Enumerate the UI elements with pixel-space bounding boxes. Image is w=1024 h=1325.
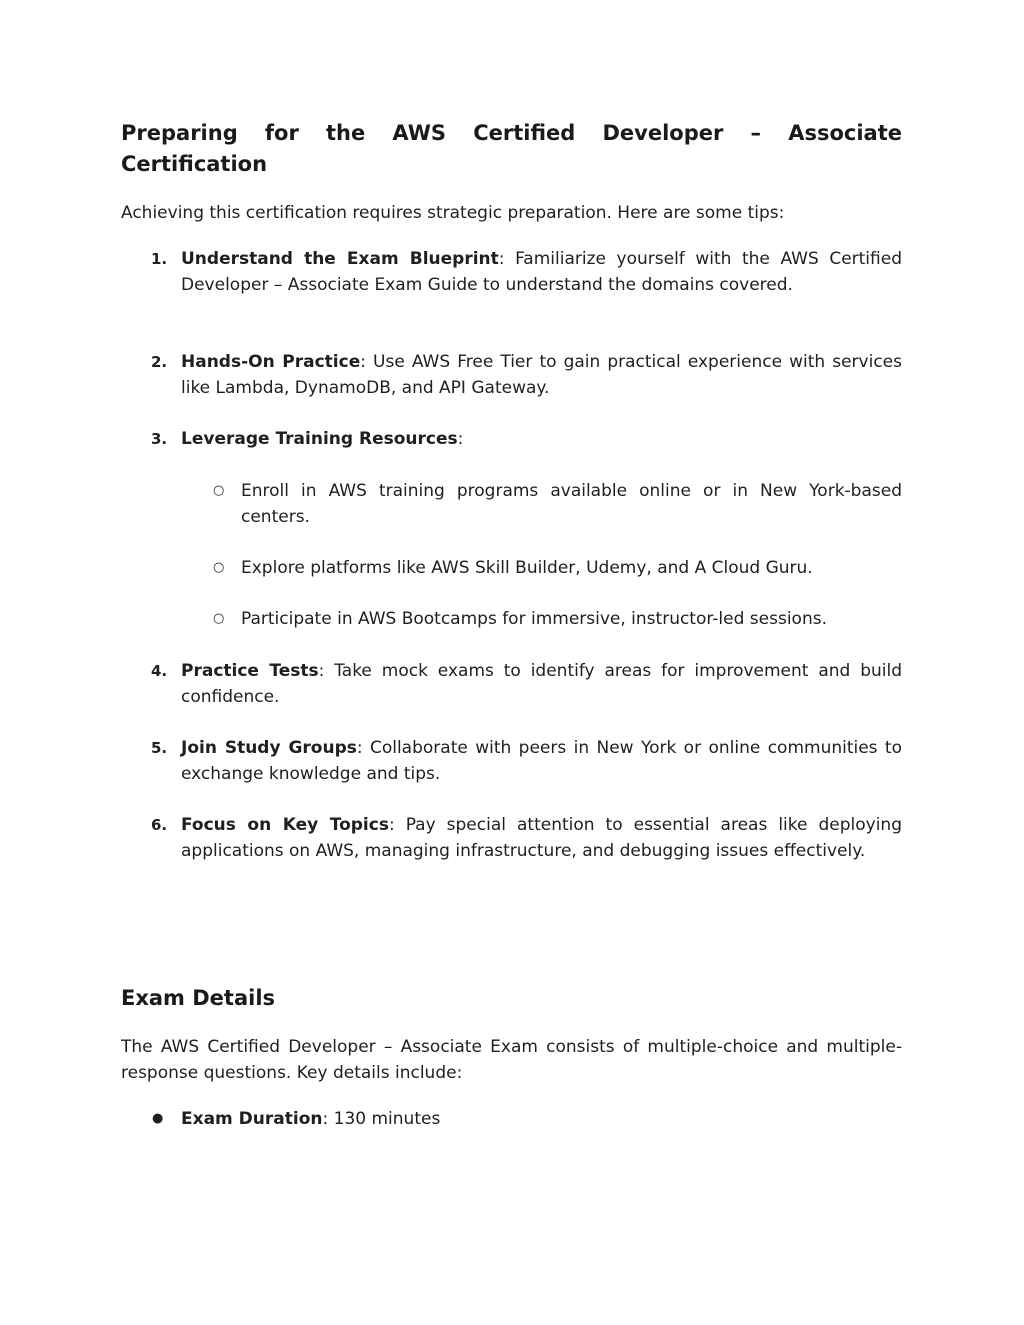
sub-list-item	[121, 478, 902, 530]
section-intro: Achieving this certification requires strategic preparation. Here are some tips:	[121, 203, 785, 223]
bullet-item-text: : 130 minutes	[322, 1109, 441, 1129]
sub-list-item-text: Participate in AWS Bootcamps for immersive, instructor-led sessions.	[241, 609, 827, 629]
list-item-text: : Pay special attention to essential areas like deploying applications on AWS, managing infrastructure, and debugging issues effectively.	[181, 815, 902, 861]
section-title-preparing: Preparing for the AWS Certified Developer – Associate Certification	[121, 121, 902, 176]
list-item	[121, 349, 902, 401]
list-number: 5.	[151, 739, 168, 757]
filled-bullet-icon: ●	[152, 1111, 164, 1126]
circle-bullet-icon: ○	[213, 560, 225, 575]
list-item	[121, 658, 902, 710]
list-item	[121, 246, 902, 298]
list-item-label: Join Study Groups	[181, 738, 357, 758]
list-item-text: : Familiarize yourself with the AWS Certified Developer – Associate Exam Guide to understand the domains covered.	[181, 249, 902, 295]
list-item-text: : Collaborate with peers in New York or online communities to exchange knowledge and tips.	[181, 738, 902, 784]
list-item-label: Leverage Training Resources	[181, 429, 458, 449]
section-title-exam-details: Exam Details	[121, 986, 276, 1010]
list-item-label: Hands-On Practice	[181, 352, 361, 372]
list-item-text: : Take mock exams to identify areas for improvement and build confidence.	[181, 661, 902, 707]
list-number: 3.	[151, 430, 168, 448]
circle-bullet-icon: ○	[213, 483, 225, 498]
list-item	[121, 812, 902, 864]
list-item-text: : Use AWS Free Tier to gain practical experience with services like Lambda, DynamoDB, and API Gateway.	[181, 352, 902, 398]
sub-list-item	[121, 555, 902, 581]
list-number: 1.	[151, 250, 168, 268]
list-number: 2.	[151, 353, 168, 371]
list-item-text: :	[457, 429, 464, 449]
sub-list-item	[121, 606, 902, 632]
circle-bullet-icon: ○	[213, 611, 225, 626]
list-number: 4.	[151, 662, 168, 680]
sub-list-item-text: Explore platforms like AWS Skill Builder, Udemy, and A Cloud Guru.	[241, 558, 813, 578]
section-intro: The AWS Certified Developer – Associate Exam consists of multiple-choice and multiple-response questions. Key details include:	[121, 1037, 902, 1083]
bullet-item-label: Exam Duration	[181, 1109, 323, 1129]
bullet-item	[121, 1106, 902, 1132]
list-item	[121, 735, 902, 787]
list-item-label: Understand the Exam Blueprint	[181, 249, 499, 269]
list-item-label: Practice Tests	[181, 661, 319, 681]
list-item	[121, 426, 902, 452]
list-number: 6.	[151, 816, 168, 834]
list-item-label: Focus on Key Topics	[181, 815, 389, 835]
sub-list-item-text: Enroll in AWS training programs available online or in New York-based centers.	[241, 481, 902, 527]
